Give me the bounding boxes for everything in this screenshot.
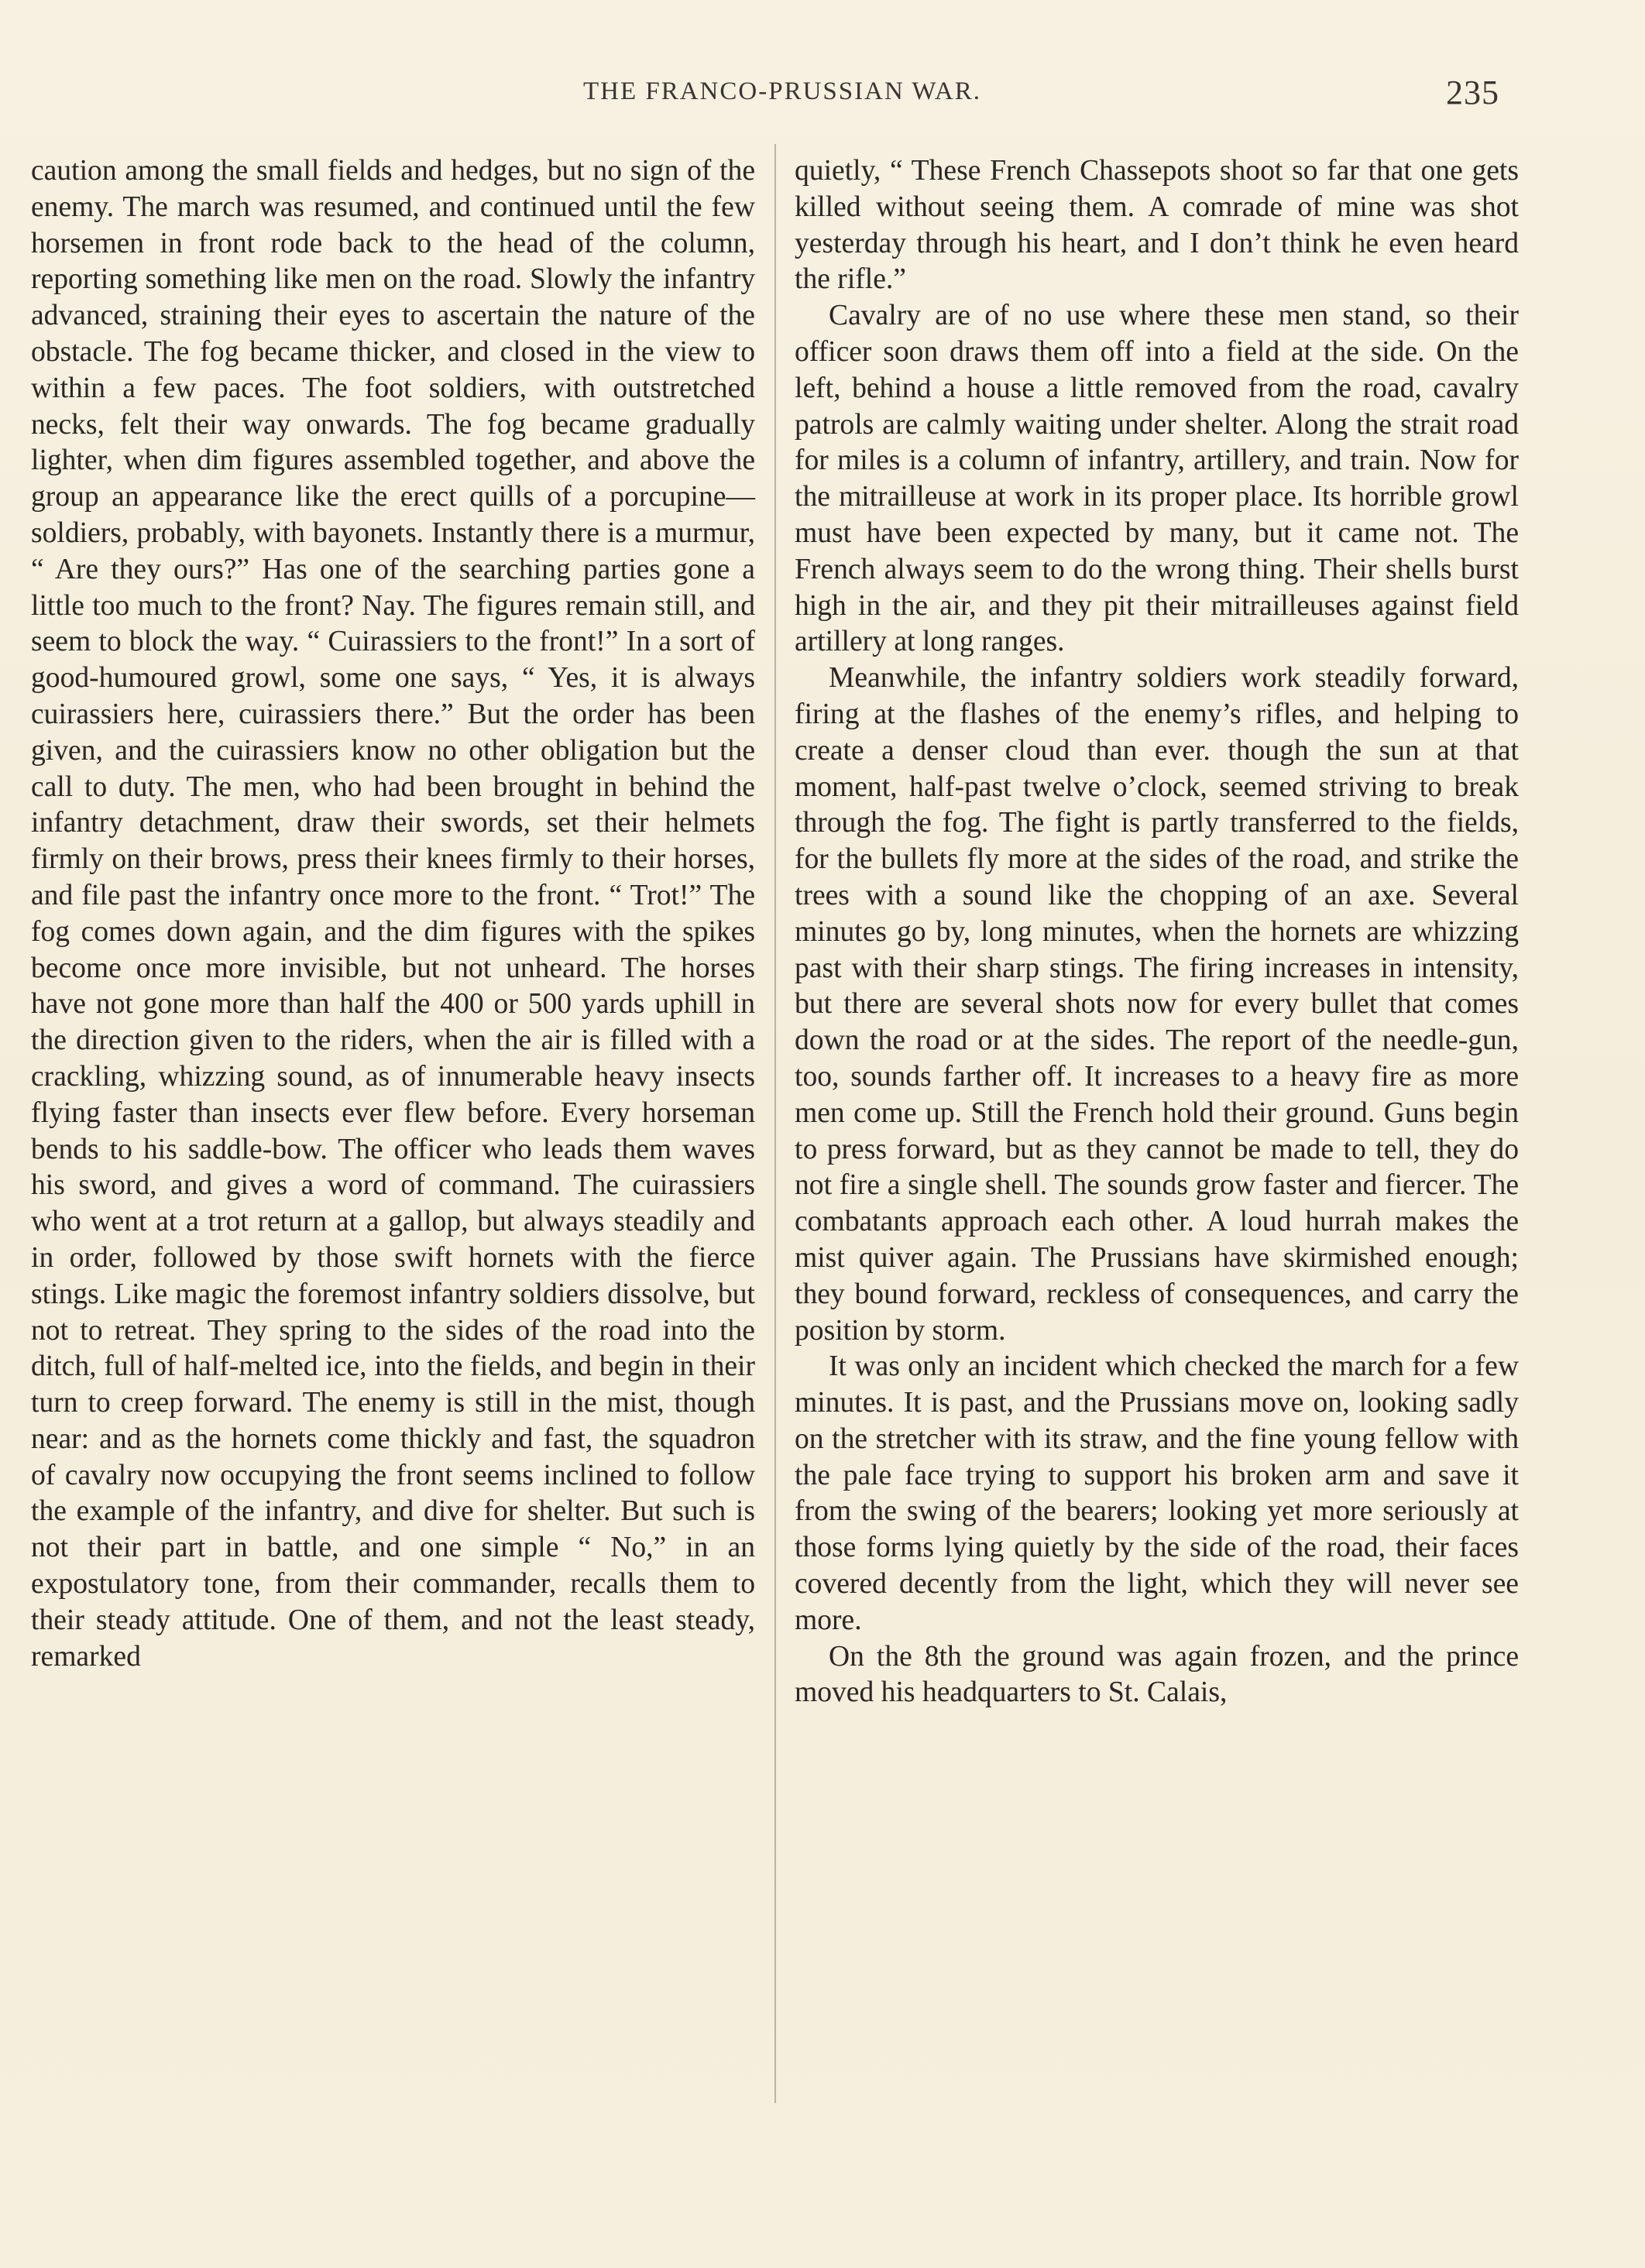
column-divider xyxy=(774,144,776,2103)
right-paragraph-5: On the 8th the ground was again frozen, and the prince moved his headquarters to St. Calais, xyxy=(795,1640,1519,1709)
page-number: 235 xyxy=(1446,74,1499,112)
running-title: THE FRANCO-PRUSSIAN WAR. xyxy=(582,77,982,105)
right-paragraph-2: Cavalry are of no use where these men stand, so their officer soon draws them off into a field at the side. On the left, behind a house a little removed from the road, cavalry patrols are calmly waiting under shelter. Along the strait road for miles is a column of infantry, artillery, and train. Now for the mitrailleuse at work in its proper place. Its horrible growl must have been expected by many, but it came not. The French always seem to do the wrong thing. Their shells burst high in the air, and they pit their mitrailleuses against field artillery at long ranges. xyxy=(795,300,1519,658)
running-head xyxy=(0,74,1645,124)
right-paragraph-1: quietly, “ These French Chassepots shoot so far that one gets killed without seeing them. A comrade of mine was shot yesterday through his heart, and I don’t think he even heard the rifle.” xyxy=(795,155,1519,296)
right-paragraph-4: It was only an incident which checked the march for a few minutes. It is past, and the Prussians move on, looking sadly on the stretcher with its straw, and the fine young fellow with the pale face trying to support his broken arm and save it from the swing of the bearers; looking yet more seriously at those forms lying quietly by the side of the road, their faces covered decently from the light, which they will never see more. xyxy=(795,1350,1519,1636)
left-column xyxy=(31,153,755,1675)
left-paragraph-1: caution among the small fields and hedges, but no sign of the enemy. The march was resumed, and continued until the few horsemen in front rode back to the head of the column, reporting something like men on the road. Slowly the infantry advanced, straining their eyes to ascertain the nature of the obstacle. The fog became thicker, and closed in the view to within a few paces. The foot soldiers, with outstretched necks, felt their way onwards. The fog became gradually lighter, when dim figures assembled together, and above the group an appearance like the erect quills of a porcupine—soldiers, probably, with bayonets. Instantly there is a murmur, “ Are they ours?” Has one of the searching parties gone a little too much to the front? Nay. The figures remain still, and seem to block the way. “ Cuirassiers to the front!” In a sort of good-humoured growl, some one says, “ Yes, it is always cuirassiers here, cuirassiers there.” But the order has been given, and the cuirassiers know no other obligation but the call to duty. The men, who had been brought in behind the infantry detachment, draw their swords, set their helmets firmly on their brows, press their knees firmly to their horses, and file past the infantry once more to the front. “ Trot!” The fog comes down again, and the dim figures with the spikes become once more invisible, but not unheard. The horses have not gone more than half the 400 or 500 yards uphill in the direction given to the riders, when the air is filled with a crackling, whizzing sound, as of innumerable heavy insects flying faster than insects ever flew before. Every horseman bends to his saddle-bow. The officer who leads them waves his sword, and gives a word of command. The cuirassiers who went at a trot return at a gallop, but always steadily and in order, followed by those swift hornets with the fierce stings. Like magic the foremost infantry soldiers dissolve, but not to retreat. They spring to the sides of the road into the ditch, full of half-melted ice, into the fields, and begin in their turn to creep forward. The enemy is still in the mist, though near: and as the hornets come thickly and fast, the squadron of cavalry now occupying the front seems inclined to follow the example of the infantry, and dive for shelter. But such is not their part in battle, and one simple “ No,” in an expostulatory tone, from their commander, recalls them to their steady attitude. One of them, and not the least steady, remarked xyxy=(31,155,755,1673)
right-column xyxy=(795,153,1519,1711)
right-paragraph-3: Meanwhile, the infantry soldiers work steadily forward, firing at the flashes of the enemy’s rifles, and helping to create a denser cloud than ever. though the sun at that moment, half-past twelve o’clock, seemed striving to break through the fog. The fight is partly transferred to the fields, for the bullets fly more at the sides of the road, and strike the trees with a sound like the chopping of an axe. Several minutes go by, long minutes, when the hornets are whizzing past with their sharp stings. The firing increases in intensity, but there are several shots now for every bullet that comes down the road or at the sides. The report of the needle-gun, too, sounds farther off. It increases to a heavy fire as more men come up. Still the French hold their ground. Guns begin to press forward, but as they cannot be made to tell, they do not fire a single shell. The sounds grow faster and fiercer. The combatants approach each other. A loud hurrah makes the mist quiver again. The Prussians have skirmished enough; they bound forward, reckless of consequences, and carry the position by storm. xyxy=(795,662,1519,1347)
